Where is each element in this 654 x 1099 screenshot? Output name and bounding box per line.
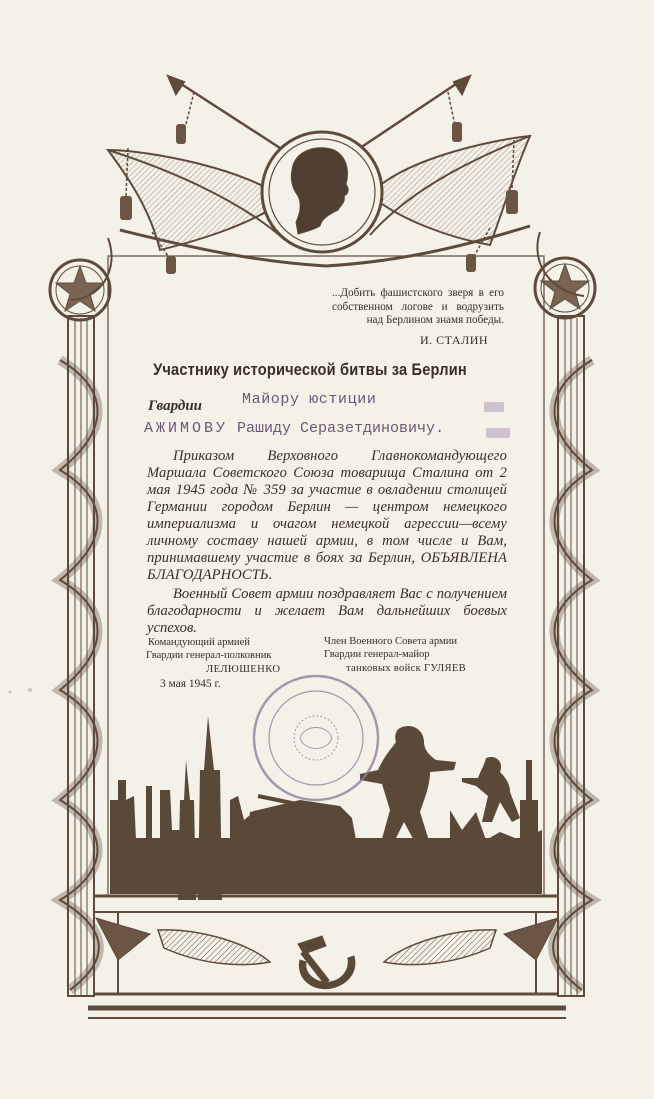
soldier-running-small-icon [462,757,520,822]
epigraph-text: ...Добить фашистского зверя в его собственном логове и водрузить над Берлином знамя победы. [332,287,504,327]
signatory-right-name: танковых войск ГУЛЯЕВ [346,663,467,674]
guards-label: Гвардии [148,398,203,414]
battle-scene [110,716,542,900]
page-title: Участнику исторической битвы за Берлин [153,360,467,379]
recipient-rank: Майору юстиции [242,391,377,408]
left-column [60,316,99,996]
tank-icon [246,800,356,860]
signatory-right-title: Член Военного Совета армии [324,636,458,647]
official-stamp [254,676,378,800]
recipient-surname: АЖИМОВУ [144,420,229,437]
recipient-given-names: Рашиду Серазетдиновичу. [237,420,445,437]
epigraph-author: И. СТАЛИН [420,333,489,347]
recipient-name [144,420,444,437]
signatory-left-name: ЛЕЛЮШЕНКО [206,664,281,675]
right-column [553,316,592,996]
signatory-left-rank: Гвардии генерал-полковник [146,650,272,661]
citation-text: Приказом Верховного Главнокомандующего Маршала Советского Союза товарища Сталина от 2 мая 1945 года № 359 за участие в овладении столицей Германии городом Берлин — центром немецкого империализма и очагом немецкой агрессии—всему личному составу нашей армии, в том числе и Вам, принимавшему участие в боях за Берлин, ОБЪЯВЛЕНА БЛАГОДАРНОСТЬ. [147,448,507,583]
hammer-and-sickle-icon [298,936,355,989]
bottom-emblem [96,918,558,989]
signatory-left-title: Командующий армией [148,637,250,648]
issue-date: 3 мая 1945 г. [160,678,221,690]
left-star-medallion-icon [50,260,110,320]
portrait-medallion [262,132,382,252]
signatory-right-rank: Гвардии генерал-майор [324,649,430,660]
soldier-running-icon [360,726,456,848]
congratulation-text: Военный Совет армии поздравляет Вас с получением благодарности и желает Вам дальнейших боевых успехов. [147,586,507,636]
